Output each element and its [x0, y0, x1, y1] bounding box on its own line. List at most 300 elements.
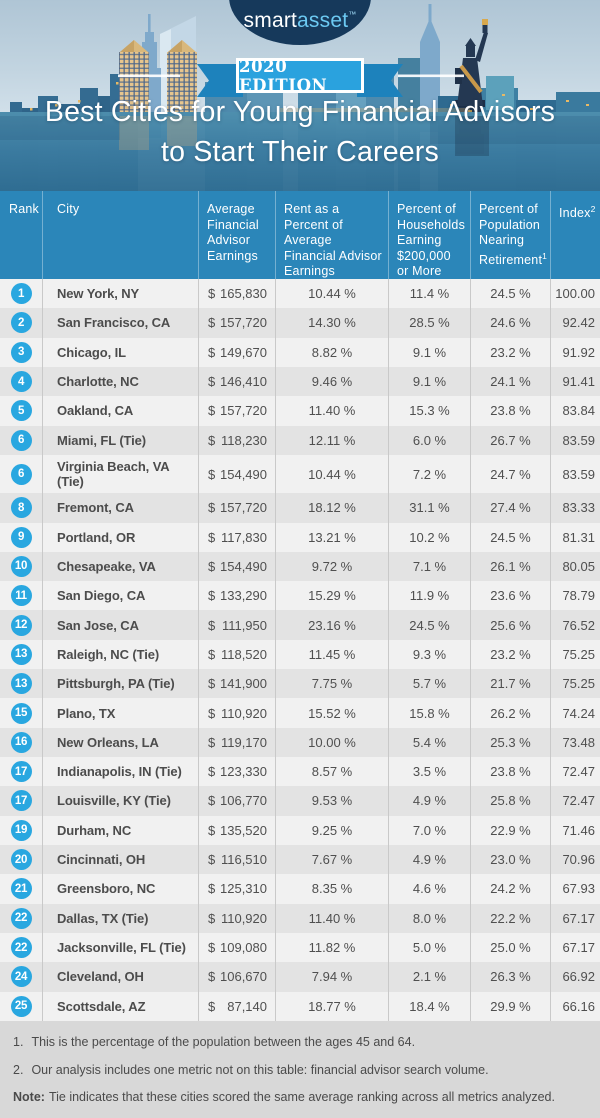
table-row	[0, 610, 600, 639]
earnings-value: 135,520	[220, 822, 267, 838]
city-cell: Indianapolis, IN (Tie)	[42, 757, 198, 786]
earnings-cell	[198, 816, 275, 845]
footnote-1-number: 1.	[13, 1035, 24, 1049]
rank-badge: 8	[11, 497, 32, 518]
rank-cell	[0, 523, 42, 552]
currency-symbol: $	[208, 764, 216, 780]
rent-percent-cell: 14.30 %	[275, 308, 388, 337]
households-percent-cell: 5.7 %	[388, 669, 470, 698]
rank-cell	[0, 338, 42, 367]
households-percent-cell: 7.2 %	[388, 455, 470, 493]
city-cell: Oakland, CA	[42, 396, 198, 425]
earnings-value: 141,900	[220, 676, 267, 692]
rent-percent-cell: 15.29 %	[275, 581, 388, 610]
rent-percent-cell: 8.57 %	[275, 757, 388, 786]
currency-symbol: $	[208, 432, 216, 448]
households-percent-cell: 15.8 %	[388, 698, 470, 727]
households-percent-cell: 5.4 %	[388, 728, 470, 757]
logo-asset: asset	[297, 9, 349, 32]
table-body	[0, 279, 600, 1021]
rent-percent-cell: 12.11 %	[275, 426, 388, 455]
table-row	[0, 728, 600, 757]
rank-badge: 2	[11, 312, 32, 333]
earnings-cell	[198, 493, 275, 522]
city-cell: San Francisco, CA	[42, 308, 198, 337]
currency-symbol: $	[208, 558, 216, 574]
city-cell: Greensboro, NC	[42, 874, 198, 903]
index-cell: 75.25	[550, 669, 600, 698]
rank-cell	[0, 455, 42, 493]
households-percent-cell: 9.3 %	[388, 640, 470, 669]
earnings-cell	[198, 367, 275, 396]
rent-percent-cell: 11.82 %	[275, 933, 388, 962]
index-cell: 66.16	[550, 992, 600, 1021]
currency-symbol: $	[208, 315, 216, 331]
earnings-cell	[198, 728, 275, 757]
rank-cell	[0, 610, 42, 639]
households-percent-cell: 4.9 %	[388, 786, 470, 815]
retirement-percent-cell: 24.6 %	[470, 308, 550, 337]
city-cell: Chesapeake, VA	[42, 552, 198, 581]
retirement-percent-cell: 24.1 %	[470, 367, 550, 396]
retirement-percent-cell: 23.2 %	[470, 640, 550, 669]
rank-cell	[0, 493, 42, 522]
footnote-1	[13, 1034, 586, 1051]
index-cell: 92.42	[550, 308, 600, 337]
currency-symbol: $	[208, 588, 216, 604]
retirement-percent-cell: 25.6 %	[470, 610, 550, 639]
households-percent-cell: 11.4 %	[388, 279, 470, 308]
earnings-value: 119,170	[220, 734, 267, 750]
earnings-value: 106,670	[220, 969, 267, 985]
currency-symbol: $	[208, 734, 216, 750]
city-cell: San Diego, CA	[42, 581, 198, 610]
earnings-value: 157,720	[220, 315, 267, 331]
logo-trademark-icon: ™	[348, 10, 357, 19]
households-percent-cell: 31.1 %	[388, 493, 470, 522]
currency-symbol: $	[208, 646, 216, 662]
households-percent-cell: 5.0 %	[388, 933, 470, 962]
retirement-percent-cell: 22.2 %	[470, 904, 550, 933]
earnings-value: 125,310	[220, 881, 267, 897]
col-header-earnings: Average Financial Advisor Earnings	[198, 191, 275, 280]
table-row	[0, 757, 600, 786]
earnings-cell	[198, 610, 275, 639]
retirement-percent-cell: 25.8 %	[470, 786, 550, 815]
city-cell: Jacksonville, FL (Tie)	[42, 933, 198, 962]
retirement-percent-cell: 23.2 %	[470, 338, 550, 367]
footnote-1-text: This is the percentage of the population between the ages 45 and 64.	[31, 1035, 416, 1049]
retirement-percent-cell: 24.7 %	[470, 455, 550, 493]
earnings-value: 118,230	[220, 432, 267, 448]
earnings-value: 110,920	[220, 910, 267, 926]
table-row	[0, 669, 600, 698]
logo-smart: smart	[243, 9, 298, 32]
index-cell: 78.79	[550, 581, 600, 610]
earnings-value: 116,510	[220, 852, 267, 868]
rank-cell	[0, 279, 42, 308]
earnings-value: 117,830	[220, 529, 267, 545]
table-row	[0, 338, 600, 367]
rent-percent-cell: 7.67 %	[275, 845, 388, 874]
currency-symbol: $	[208, 998, 216, 1014]
city-cell: Cincinnati, OH	[42, 845, 198, 874]
col-header-city: City	[42, 191, 198, 280]
currency-symbol: $	[208, 852, 216, 868]
footnote-note-text: Tie indicates that these cities scored the same average ranking across all metrics analyzed.	[48, 1090, 555, 1104]
table-row	[0, 493, 600, 522]
rank-badge: 11	[11, 585, 32, 606]
rank-badge: 19	[11, 820, 32, 841]
retirement-percent-cell: 21.7 %	[470, 669, 550, 698]
rank-badge: 20	[11, 849, 32, 870]
rent-percent-cell: 8.35 %	[275, 874, 388, 903]
footnote-2-number: 2.	[13, 1062, 24, 1077]
retirement-percent-cell: 27.4 %	[470, 493, 550, 522]
rank-cell	[0, 933, 42, 962]
retirement-percent-cell: 22.9 %	[470, 816, 550, 845]
index-cell: 100.00	[550, 279, 600, 308]
rank-badge: 17	[11, 790, 32, 811]
rank-cell	[0, 308, 42, 337]
earnings-cell	[198, 904, 275, 933]
rent-percent-cell: 18.77 %	[275, 992, 388, 1021]
earnings-value: 154,490	[220, 466, 267, 482]
city-cell: Miami, FL (Tie)	[42, 426, 198, 455]
city-cell: Durham, NC	[42, 816, 198, 845]
city-cell: Chicago, IL	[42, 338, 198, 367]
households-percent-cell: 24.5 %	[388, 610, 470, 639]
earnings-cell	[198, 933, 275, 962]
rent-percent-cell: 23.16 %	[275, 610, 388, 639]
index-cell: 91.41	[550, 367, 600, 396]
table-row	[0, 992, 600, 1021]
currency-symbol: $	[208, 676, 216, 692]
rent-percent-cell: 9.72 %	[275, 552, 388, 581]
rent-percent-cell: 10.00 %	[275, 728, 388, 757]
city-cell: Charlotte, NC	[42, 367, 198, 396]
earnings-cell	[198, 845, 275, 874]
footnote-2-text: Our analysis includes one metric not on this table: financial advisor search volume.	[31, 1062, 489, 1077]
table-row	[0, 455, 600, 493]
earnings-cell	[198, 962, 275, 991]
rank-cell	[0, 757, 42, 786]
rank-badge: 10	[11, 556, 32, 577]
retirement-percent-cell: 24.2 %	[470, 874, 550, 903]
col-header-rank: Rank	[9, 202, 39, 216]
title-line-2: to Start Their Careers	[161, 136, 439, 168]
retirement-percent-cell: 29.9 %	[470, 992, 550, 1021]
table-row	[0, 581, 600, 610]
households-percent-cell: 9.1 %	[388, 338, 470, 367]
city-cell: Cleveland, OH	[42, 962, 198, 991]
retirement-percent-cell: 25.3 %	[470, 728, 550, 757]
currency-symbol: $	[208, 910, 216, 926]
city-cell: Dallas, TX (Tie)	[42, 904, 198, 933]
table-row	[0, 845, 600, 874]
earnings-cell	[198, 640, 275, 669]
retirement-percent-cell: 26.3 %	[470, 962, 550, 991]
earnings-cell	[198, 669, 275, 698]
rank-badge: 13	[11, 673, 32, 694]
rank-cell	[0, 669, 42, 698]
index-cell: 67.93	[550, 874, 600, 903]
retirement-percent-cell: 25.0 %	[470, 933, 550, 962]
index-cell: 75.25	[550, 640, 600, 669]
retirement-percent-cell: 23.6 %	[470, 581, 550, 610]
currency-symbol: $	[208, 881, 216, 897]
households-percent-cell: 7.1 %	[388, 552, 470, 581]
households-percent-cell: 11.9 %	[388, 581, 470, 610]
index-cell: 83.84	[550, 396, 600, 425]
retirement-percent-cell: 24.5 %	[470, 523, 550, 552]
table-row	[0, 874, 600, 903]
rank-cell	[0, 874, 42, 903]
earnings-value: 165,830	[220, 286, 267, 302]
rank-cell	[0, 581, 42, 610]
currency-symbol: $	[208, 940, 216, 956]
index-cell: 76.52	[550, 610, 600, 639]
currency-symbol: $	[208, 969, 216, 985]
earnings-value: 110,920	[220, 705, 267, 721]
city-cell: Scottsdale, AZ	[42, 992, 198, 1021]
currency-symbol: $	[208, 529, 216, 545]
table-row	[0, 816, 600, 845]
rent-percent-cell: 13.21 %	[275, 523, 388, 552]
rank-badge: 6	[11, 464, 32, 485]
earnings-cell	[198, 552, 275, 581]
city-cell: Raleigh, NC (Tie)	[42, 640, 198, 669]
rent-percent-cell: 18.12 %	[275, 493, 388, 522]
page-title	[0, 92, 600, 172]
table-row	[0, 904, 600, 933]
earnings-value: 157,720	[220, 500, 267, 516]
households-percent-cell: 9.1 %	[388, 367, 470, 396]
city-cell: Fremont, CA	[42, 493, 198, 522]
rent-percent-cell: 11.40 %	[275, 904, 388, 933]
table-row	[0, 786, 600, 815]
households-percent-cell: 8.0 %	[388, 904, 470, 933]
earnings-cell	[198, 396, 275, 425]
earnings-cell	[198, 786, 275, 815]
rank-badge: 25	[11, 996, 32, 1017]
smartasset-logo	[0, 9, 600, 33]
currency-symbol: $	[208, 617, 216, 633]
currency-symbol: $	[208, 374, 216, 390]
earnings-cell	[198, 874, 275, 903]
retirement-percent-cell: 23.8 %	[470, 396, 550, 425]
table-row	[0, 552, 600, 581]
currency-symbol: $	[208, 822, 216, 838]
retirement-percent-cell: 26.7 %	[470, 426, 550, 455]
earnings-value: 149,670	[220, 344, 267, 360]
retirement-percent-cell: 23.0 %	[470, 845, 550, 874]
index-cell: 80.05	[550, 552, 600, 581]
retirement-percent-cell: 23.8 %	[470, 757, 550, 786]
table-row	[0, 523, 600, 552]
households-percent-cell: 6.0 %	[388, 426, 470, 455]
currency-symbol: $	[208, 466, 216, 482]
city-cell: New York, NY	[42, 279, 198, 308]
footnote-2	[13, 1062, 586, 1079]
rank-badge: 24	[11, 966, 32, 987]
retirement-percent-cell: 26.1 %	[470, 552, 550, 581]
earnings-cell	[198, 757, 275, 786]
city-cell: Pittsburgh, PA (Tie)	[42, 669, 198, 698]
index-cell: 73.48	[550, 728, 600, 757]
rent-percent-cell: 9.46 %	[275, 367, 388, 396]
rent-percent-cell: 10.44 %	[275, 455, 388, 493]
city-cell: New Orleans, LA	[42, 728, 198, 757]
households-percent-cell: 3.5 %	[388, 757, 470, 786]
rank-badge: 4	[11, 371, 32, 392]
households-percent-cell: 28.5 %	[388, 308, 470, 337]
index-cell: 72.47	[550, 757, 600, 786]
retirement-percent-cell: 24.5 %	[470, 279, 550, 308]
rank-cell	[0, 698, 42, 727]
index-cell: 67.17	[550, 933, 600, 962]
earnings-cell	[198, 992, 275, 1021]
rank-badge: 12	[11, 615, 32, 636]
hero-banner	[0, 0, 600, 191]
rank-badge: 1	[11, 283, 32, 304]
table-row	[0, 279, 600, 308]
index-cell: 91.92	[550, 338, 600, 367]
earnings-cell	[198, 581, 275, 610]
index-cell: 67.17	[550, 904, 600, 933]
households-percent-cell: 4.6 %	[388, 874, 470, 903]
households-percent-cell: 4.9 %	[388, 845, 470, 874]
col-header-households-percent: Percent of Households Earning $200,000 or More	[388, 191, 470, 280]
index-cell: 83.33	[550, 493, 600, 522]
rank-badge: 6	[11, 430, 32, 451]
earnings-value: 123,330	[220, 764, 267, 780]
rank-badge: 9	[11, 527, 32, 548]
earnings-value: 87,140	[227, 998, 267, 1014]
index-cell: 81.31	[550, 523, 600, 552]
col-header-retirement-percent: Percent of Population Nearing Retirement$^1$	[470, 191, 550, 280]
city-cell: Plano, TX	[42, 698, 198, 727]
rent-percent-cell: 11.45 %	[275, 640, 388, 669]
earnings-cell	[198, 279, 275, 308]
index-cell: 71.46	[550, 816, 600, 845]
col-header-rent-percent: Rent as a Percent of Average Financial Advisor Earnings	[275, 191, 388, 280]
currency-symbol: $	[208, 403, 216, 419]
footnotes-section	[0, 1021, 600, 1118]
rank-cell	[0, 786, 42, 815]
earnings-value: 157,720	[220, 403, 267, 419]
footnote-note	[13, 1089, 586, 1106]
table-row	[0, 396, 600, 425]
rank-badge: 22	[11, 937, 32, 958]
rank-badge: 17	[11, 761, 32, 782]
index-cell: 70.96	[550, 845, 600, 874]
rank-badge: 16	[11, 732, 32, 753]
rent-percent-cell: 10.44 %	[275, 279, 388, 308]
rent-percent-cell: 8.82 %	[275, 338, 388, 367]
currency-symbol: $	[208, 344, 216, 360]
rank-badge: 15	[11, 703, 32, 724]
households-percent-cell: 15.3 %	[388, 396, 470, 425]
rank-cell	[0, 552, 42, 581]
table-row	[0, 698, 600, 727]
rent-percent-cell: 15.52 %	[275, 698, 388, 727]
index-cell: 83.59	[550, 426, 600, 455]
rank-cell	[0, 640, 42, 669]
index-cell: 83.59	[550, 455, 600, 493]
table-row	[0, 640, 600, 669]
index-cell: 72.47	[550, 786, 600, 815]
earnings-value: 133,290	[220, 588, 267, 604]
earnings-cell	[198, 308, 275, 337]
earnings-value: 111,950	[221, 617, 267, 633]
col-header-index: Index$^2$	[550, 191, 600, 280]
footnote-ref-2: 2	[590, 204, 596, 214]
currency-symbol: $	[208, 286, 216, 302]
earnings-value: 109,080	[220, 940, 267, 956]
households-percent-cell: 2.1 %	[388, 962, 470, 991]
earnings-cell	[198, 523, 275, 552]
title-line-1: Best Cities for Young Financial Advisors	[44, 96, 556, 128]
rank-cell	[0, 845, 42, 874]
earnings-value: 146,410	[220, 374, 267, 390]
rent-percent-cell: 9.25 %	[275, 816, 388, 845]
rank-badge: 3	[11, 342, 32, 363]
currency-symbol: $	[208, 500, 216, 516]
earnings-cell	[198, 698, 275, 727]
rank-badge: 13	[11, 644, 32, 665]
table-row	[0, 962, 600, 991]
table-row	[0, 933, 600, 962]
edition-ribbon: 2020 EDITION	[236, 58, 364, 93]
rank-cell	[0, 904, 42, 933]
rank-cell	[0, 816, 42, 845]
rent-percent-cell: 11.40 %	[275, 396, 388, 425]
footnote-ref-1: 1	[542, 250, 548, 261]
table-row	[0, 367, 600, 396]
earnings-cell	[198, 338, 275, 367]
city-cell: Louisville, KY (Tie)	[42, 786, 198, 815]
earnings-value: 118,520	[220, 646, 267, 662]
currency-symbol: $	[208, 705, 216, 721]
table-row	[0, 308, 600, 337]
city-cell: Portland, OR	[42, 523, 198, 552]
earnings-cell	[198, 455, 275, 493]
rank-badge: 22	[11, 908, 32, 929]
rank-cell	[0, 367, 42, 396]
rank-badge: 21	[11, 878, 32, 899]
rent-percent-cell: 9.53 %	[275, 786, 388, 815]
table-row	[0, 426, 600, 455]
city-cell: San Jose, CA	[42, 610, 198, 639]
earnings-cell	[198, 426, 275, 455]
rank-cell	[0, 426, 42, 455]
index-cell: 74.24	[550, 698, 600, 727]
rank-cell	[0, 962, 42, 991]
rank-cell	[0, 728, 42, 757]
earnings-value: 106,770	[220, 793, 267, 809]
rent-percent-cell: 7.75 %	[275, 669, 388, 698]
index-cell: 66.92	[550, 962, 600, 991]
households-percent-cell: 10.2 %	[388, 523, 470, 552]
households-percent-cell: 18.4 %	[388, 992, 470, 1021]
rank-cell	[0, 992, 42, 1021]
currency-symbol: $	[208, 793, 216, 809]
table-header	[0, 191, 600, 279]
rank-cell	[0, 396, 42, 425]
footnote-note-label: Note:	[13, 1090, 45, 1104]
rank-badge: 5	[11, 400, 32, 421]
